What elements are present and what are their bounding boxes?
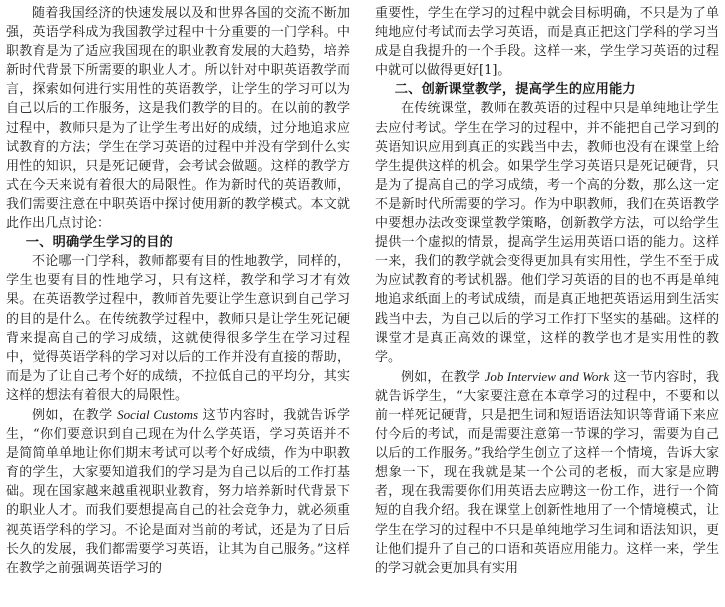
text-run: 这一节内容时，我就告诉学生，“大家要注意在本章学习的过程中，不要和以前一样死记硬背，只是把生词和短语语法知识等背诵下来应付今后的考试，而是需要注意第一节课的学习，需要为自己以后的工作服务。”我给学生创立了这样一个情境，告诉大家想象一下，现在我就是某一个公司的老板，而大家是应聘者，现在我需要你们用英语去应聘这一份工作，进行一个简短的自我介绍。我在课堂上创新性地用了一个情境模式，让学生在学习的过程中不只是单纯地学习生词和语法知识，更让他们提升了自己的口语和英语应用能力。这样一来，学生的学习就会更加具有实用 — [375, 369, 719, 576]
lesson-title: Social Customs — [117, 406, 199, 422]
body-paragraph: 在传统课堂，教师在教英语的过程中只是单纯地让学生去应付考试。学生在学习的过程中，并不能把自己学习到的英语知识应用到真正的实践当中去，教师也没有在课堂上给学生提供这样的机会。如果学生学习英语只是死记硬背，只是为了提高自己的学习成绩，考一个高的分数，那么这一定不是新时代所需要的学习。作为中职教师，我们在英语教学中要想办法改变课堂教学策略，创新教学方法，可以给学生提供一个虚拟的情景，提高学生运用英语口语的能力。这样一来，我们的教学就会变得更加具有实用性，学生不至于成为应试教育的考试机器。他们学习英语的目的也不再是单纯地追求纸面上的考试成绩，而是真正地把英语运用到生活实践当中去，为自己以后的学习工作打下坚实的基础。这样的课堂才是真正高效的课堂，这样的教学也才是实用性的教学。 — [375, 101, 719, 365]
left-column — [6, 4, 350, 607]
example-paragraph — [375, 367, 719, 578]
text-run: 例如，在教学 — [32, 407, 118, 423]
example-paragraph — [6, 405, 350, 578]
intro-paragraph: 随着我国经济的快速发展以及和世界各国的交流不断加强，英语学科成为我国教学过程中十分重要的一门学科。中职教育是为了适应我国现在的职业教育发展的大趋势，培养新时代背景下所需要的职业人才。所以针对中职英语教学而言，探索如何进行实用性的英语教学，让学生的学习可以为自己以后的工作服务，这是我们教学的目的。在以前的教学过程中，教师只是为了让学生考出好的成绩，过分地追求应试教育的方法；学生在学习英语的过程中并没有学到什么实用性的知识，只是死记硬背，会考试会做题。这样的教学方式在今天来说有着很大的局限性。作为新时代的英语教师，我们需要注意在中职英语中探讨使用新的教学模式。本文就此作出几点讨论： — [6, 6, 350, 232]
section-heading-1: 一、明确学生学习的目的 — [25, 235, 174, 251]
section-heading-2: 二、创新课堂教学，提高学生的应用能力 — [394, 82, 636, 98]
right-column — [375, 4, 719, 607]
lesson-title: Job Interview and Work — [484, 368, 610, 384]
text-run: 例如，在教学 — [401, 369, 485, 385]
text-run: 这节内容时，我就告诉学生，“你们要意识到自己现在为什么学英语，学习英语并不是简简单单地让你们期末考试可以考个好成绩，作为中职教育的学生，大家要知道我们的学习是为自己以后的工作打基础。现在国家越来越重视职业教育，努力培养新时代背景下的职业人才。而我们要想提高自己的社会竞争力，就必须重视英语学科的学习。不论是面对当前的考试，还是为了日后长久的发展，我们都需要学习英语，让其为自己服务。”这样在教学之前强调英语学习的 — [6, 407, 350, 576]
continued-paragraph: 重要性，学生在学习的过程中就会目标明确，不只是为了单纯地应付考试而去学习英语，而是真正把这门学科的学习当成是自我提升的一个手段。这样一来，学生学习英语的过程中就可以做得更好[1]。 — [375, 6, 719, 79]
body-paragraph: 不论哪一门学科，教师都要有目的性地教学，同样的，学生也要有目的性地学习，只有这样，教学和学习才有效果。在英语教学过程中，教师首先要让学生意识到自己学习的目的是什么。在传统教学过程中，教师只是让学生死记硬背来提高自己的学习成绩，这就使得很多学生在学习过程中，觉得英语学科的学习对以后的工作并没有直接的帮助，而是为了让自己考个好的成绩，不拉低自己的平均分，其实这样的想法有着很大的局限性。 — [6, 254, 350, 403]
